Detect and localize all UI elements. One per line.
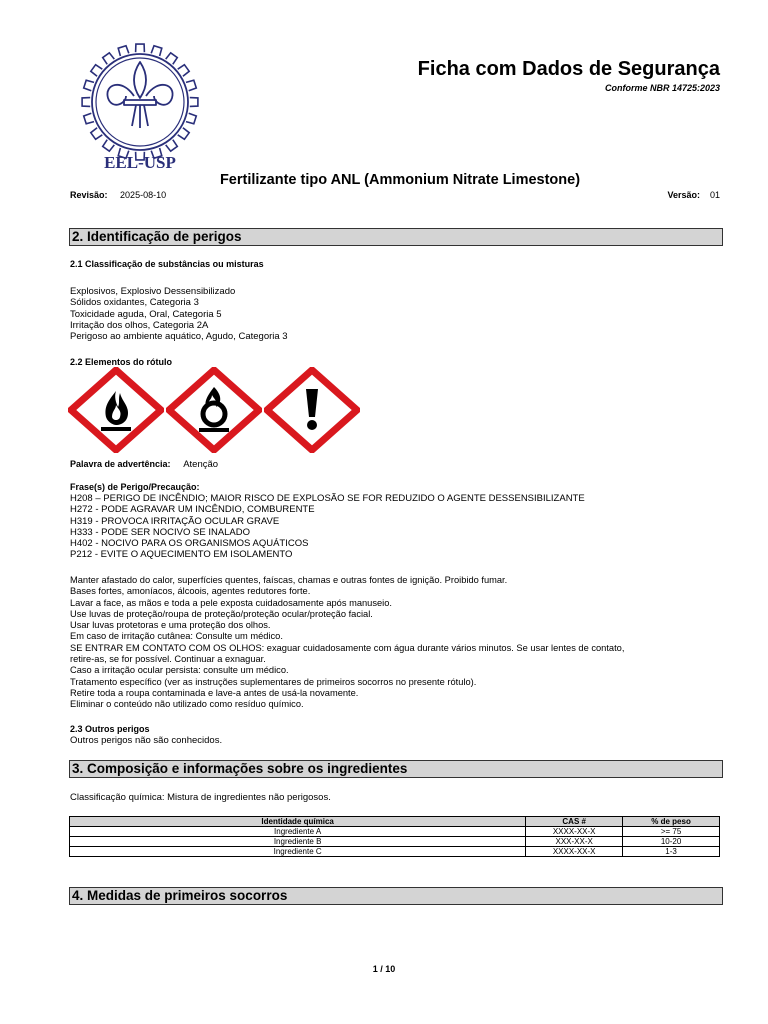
- page-number: 1 / 10: [372, 964, 396, 974]
- column-header: Identidade química: [70, 817, 526, 827]
- signal-word-label: Palavra de advertência:: [70, 459, 171, 469]
- flame-over-circle-icon: [166, 367, 262, 453]
- eel-usp-logo: [74, 40, 206, 175]
- table-row: [70, 837, 720, 847]
- revision-value: 2025-08-10: [120, 190, 167, 200]
- precaution-line: Lavar a face, as mãos e toda a pele exposta cuidadosamente após manuseio.: [70, 597, 392, 608]
- precaution-line: Use luvas de proteção/roupa de proteção/proteção ocular/proteção facial.: [70, 608, 373, 619]
- hazard-phrase: H402 - NOCIVO PARA OS ORGANISMOS AQUÁTICOS: [70, 538, 309, 550]
- document-subtitle: Conforme NBR 14725:2023: [604, 83, 720, 93]
- precaution-line: Caso a irritação ocular persista: consulte um médico.: [70, 665, 289, 676]
- table-cell: XXXX-XX-X: [526, 847, 623, 857]
- table-cell: XXX-XX-X: [526, 837, 623, 847]
- table-cell: 10-20: [623, 837, 720, 847]
- precaution-line: Retire toda a roupa contaminada e lave-a antes de usá-la novamente.: [70, 687, 359, 698]
- hazard-phrase: P212 - EVITE O AQUECIMENTO EM ISOLAMENTO: [70, 549, 293, 561]
- column-header: % de peso: [623, 817, 720, 827]
- precaution-statements: [70, 575, 624, 711]
- fleur-de-lis-icon: [107, 62, 172, 128]
- precaution-line: Em caso de irritação cutânea: Consulte um médico.: [70, 631, 283, 642]
- list-item: Toxicidade aguda, Oral, Categoria 5: [70, 308, 222, 320]
- hazard-phrase: H272 - PODE AGRAVAR UM INCÊNDIO, COMBURENTE: [70, 504, 315, 516]
- version-value: 01: [709, 190, 720, 200]
- precaution-line: retire-as, se for possível. Continuar a exnaguar.: [70, 654, 266, 665]
- table-header-row: [70, 817, 720, 827]
- table-cell: Ingrediente B: [70, 837, 526, 847]
- hazard-phrase: H208 – PERIGO DE INCÊNDIO; MAIOR RISCO DE EXPLOSÃO SE FOR REDUZIDO O AGENTE DESSENSIBILIZANTE: [70, 493, 585, 504]
- subsection-2-3-title: 2.3 Outros perigos: [70, 724, 150, 734]
- phrases-title: Frase(s) de Perigo/Precaução:: [70, 482, 200, 492]
- signal-word: [70, 459, 218, 470]
- list-item: Perigoso ao ambiente aquático, Agudo, Categoria 3: [70, 331, 288, 343]
- product-name: Fertilizante tipo ANL (Ammonium Nitrate Limestone): [219, 172, 581, 188]
- logo-text: EEL-USP: [104, 153, 176, 172]
- precaution-line: Eliminar o conteúdo não utilizado como resíduo químico.: [70, 699, 304, 710]
- version-label: Versão:: [667, 190, 700, 200]
- list-item: Explosivos, Explosivo Dessensibilizado: [70, 286, 236, 297]
- precaution-line: Tratamento específico (ver as instruções suplementares de primeiros socorros no presente rótulo).: [70, 676, 477, 687]
- list-item: Sólidos oxidantes, Categoria 3: [70, 297, 199, 309]
- ghs-pictograms: [68, 367, 362, 453]
- document-title: Ficha com Dados de Segurança: [417, 58, 720, 80]
- precaution-line: Bases fortes, amoníacos, álcoois, agentes redutores forte.: [70, 586, 311, 597]
- exclamation-mark-icon: [264, 367, 360, 453]
- subsection-2-2-title: 2.2 Elementos do rótulo: [70, 357, 173, 367]
- section-4-heading: 4. Medidas de primeiros socorros: [69, 887, 723, 905]
- composition-table: [69, 816, 720, 857]
- table-cell: Ingrediente C: [70, 847, 526, 857]
- flame-icon: [68, 367, 164, 453]
- revision-label: Revisão:: [70, 190, 108, 200]
- table-cell: 1-3: [623, 847, 720, 857]
- precaution-line: Manter afastado do calor, superfícies quentes, faíscas, chamas e outras fontes de ignição. Proibido fumar.: [70, 575, 508, 585]
- signal-word-value: Atenção: [183, 459, 219, 470]
- list-item: Irritação dos olhos, Categoria 2A: [70, 319, 209, 331]
- column-header: CAS #: [526, 817, 623, 827]
- chemical-classification-text: Classificação química: Mistura de ingredientes não perigosos.: [70, 792, 331, 803]
- table-cell: XXXX-XX-X: [526, 827, 623, 837]
- section-2-heading: 2. Identificação de perigos: [69, 228, 723, 246]
- hazard-phrase: H333 - PODE SER NOCIVO SE INALADO: [70, 526, 251, 538]
- hazard-phrases: [70, 493, 585, 561]
- subsection-2-1-title: 2.1 Classificação de substâncias ou misturas: [70, 259, 264, 269]
- precaution-line: Usar luvas protetoras e uma proteção dos olhos.: [70, 620, 271, 631]
- revision-info: [70, 190, 166, 200]
- precaution-line: SE ENTRAR EM CONTATO COM OS OLHOS: exaguar cuidadosamente com água durante vários minutos. Se usar lentes de contato,: [70, 642, 625, 653]
- hazard-phrase: H319 - PROVOCA IRRITAÇÃO OCULAR GRAVE: [70, 515, 280, 527]
- table-cell: >= 75: [623, 827, 720, 837]
- classification-list: [70, 286, 288, 342]
- table-row: [70, 827, 720, 837]
- version-info: [630, 190, 720, 200]
- section-3-heading: 3. Composição e informações sobre os ingredientes: [69, 760, 723, 778]
- other-hazards-text: Outros perigos não são conhecidos.: [70, 735, 223, 746]
- table-row: [70, 847, 720, 857]
- table-cell: Ingrediente A: [70, 827, 526, 837]
